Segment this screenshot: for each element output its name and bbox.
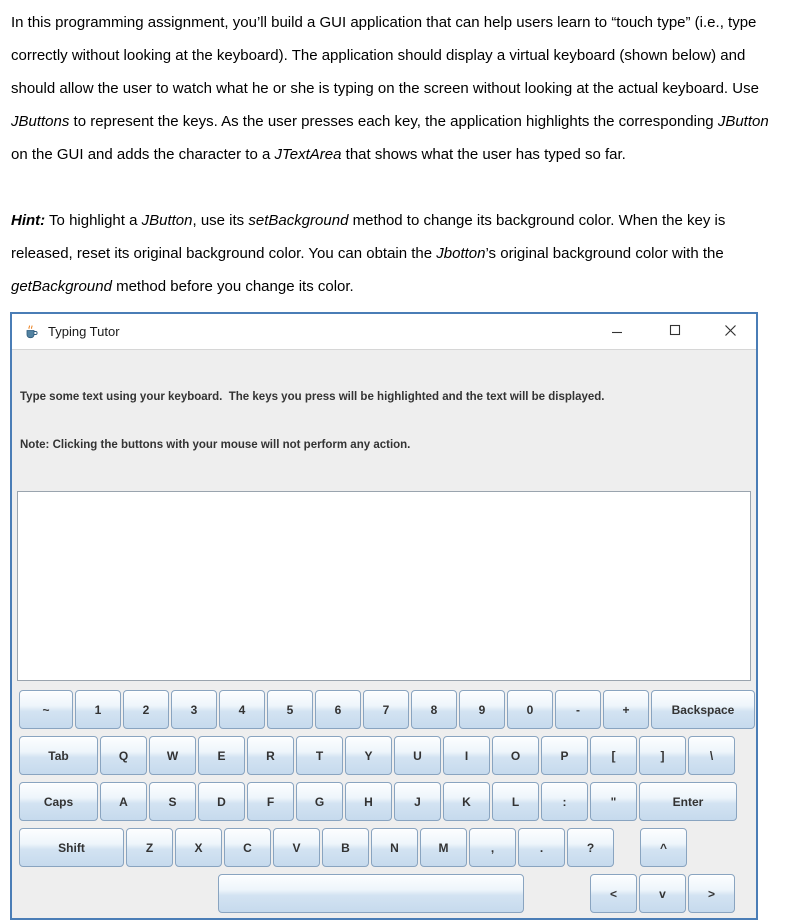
key-backspace[interactable]: Backspace (651, 690, 755, 729)
text-segment: method to change its background color. When the key is released, reset its original background color. You can obtain the (11, 212, 726, 262)
key-y[interactable]: Y (345, 736, 392, 775)
text-segment: , use its (192, 212, 249, 229)
text-segment: method before you change its color. (111, 278, 354, 295)
text-segment: JButtons (11, 113, 70, 130)
key-e[interactable]: E (198, 736, 245, 775)
key-2[interactable]: 2 (123, 690, 169, 729)
text-segment: In this programming assignment, you’ll build a GUI application that can help users learn to “touch type” (i.e., type correctly without looking at the keyboard). The application should display a virtual keyboard (shown below) and should allow the user to watch what he or she is typing on the screen without looking at the actual keyboard. Use (11, 14, 759, 97)
key-arrow-up[interactable]: ^ (640, 828, 687, 867)
keyboard-row (19, 690, 756, 729)
text-segment: setBackground (248, 212, 349, 229)
key-8[interactable]: 8 (411, 690, 457, 729)
key-s[interactable]: S (149, 782, 196, 821)
key-colon[interactable]: : (541, 782, 588, 821)
keyboard-row (19, 736, 756, 775)
maximize-button[interactable] (646, 314, 704, 350)
key-v[interactable]: V (273, 828, 320, 867)
text-segment: JButton (141, 212, 193, 229)
close-icon (724, 324, 737, 340)
key-t[interactable]: T (296, 736, 343, 775)
window-title: Typing Tutor (48, 324, 120, 339)
text-segment: JButton (717, 113, 769, 130)
minimize-button[interactable] (588, 314, 646, 350)
key-9[interactable]: 9 (459, 690, 505, 729)
text-segment: to represent the keys. As the user presses each key, the application highlights the corresponding (69, 113, 718, 130)
text-segment: that shows what the user has typed so far. (341, 146, 626, 163)
keyboard-row (19, 828, 756, 867)
key-caps[interactable]: Caps (19, 782, 98, 821)
titlebar (12, 314, 756, 350)
key-j[interactable]: J (394, 782, 441, 821)
key-c[interactable]: C (224, 828, 271, 867)
minimize-icon (611, 324, 623, 339)
key-3[interactable]: 3 (171, 690, 217, 729)
key-arrow-right[interactable]: > (688, 874, 735, 913)
key-i[interactable]: I (443, 736, 490, 775)
key-7[interactable]: 7 (363, 690, 409, 729)
text-segment: ’s original background color with the (485, 245, 724, 262)
key-4[interactable]: 4 (219, 690, 265, 729)
key-o[interactable]: O (492, 736, 539, 775)
key-arrow-down[interactable]: v (639, 874, 686, 913)
text-segment: To highlight a (45, 212, 142, 229)
key-comma[interactable]: , (469, 828, 516, 867)
assignment-text (0, 0, 785, 303)
key-backslash[interactable]: \ (688, 736, 735, 775)
text-segment: Hint: (11, 212, 46, 229)
keyboard-row (19, 782, 756, 821)
key-p[interactable]: P (541, 736, 588, 775)
key-m[interactable]: M (420, 828, 467, 867)
key-plus[interactable]: + (603, 690, 649, 729)
key-q[interactable]: Q (100, 736, 147, 775)
key-minus[interactable]: - (555, 690, 601, 729)
key-5[interactable]: 5 (267, 690, 313, 729)
text-segment: on the GUI and adds the character to a (11, 146, 275, 163)
key-l[interactable]: L (492, 782, 539, 821)
typing-tutor-window (10, 312, 758, 920)
key-enter[interactable]: Enter (639, 782, 737, 821)
instructions-line2: Note: Clicking the buttons with your mouse will not perform any action. (20, 439, 411, 451)
key-arrow-left[interactable]: < (590, 874, 637, 913)
window-controls (588, 314, 756, 350)
key-1[interactable]: 1 (75, 690, 121, 729)
java-coffee-cup-icon (22, 323, 40, 341)
key-tilde[interactable]: ~ (19, 690, 73, 729)
instructions (12, 350, 756, 489)
key-x[interactable]: X (175, 828, 222, 867)
text-segment: Jbotton (436, 245, 486, 262)
instructions-line1: Type some text using your keyboard. The keys you press will be highlighted and the text will be displayed. (20, 391, 605, 403)
typed-text-area[interactable] (17, 491, 751, 681)
keyboard (12, 681, 756, 918)
key-f[interactable]: F (247, 782, 294, 821)
key-g[interactable]: G (296, 782, 343, 821)
key-h[interactable]: H (345, 782, 392, 821)
close-button[interactable] (704, 314, 756, 350)
key-z[interactable]: Z (126, 828, 173, 867)
text-segment: JTextArea (274, 146, 342, 163)
key-period[interactable]: . (518, 828, 565, 867)
key-d[interactable]: D (198, 782, 245, 821)
key-r[interactable]: R (247, 736, 294, 775)
key-0[interactable]: 0 (507, 690, 553, 729)
key-rbracket[interactable]: ] (639, 736, 686, 775)
key-lbracket[interactable]: [ (590, 736, 637, 775)
paragraph (11, 204, 773, 303)
key-b[interactable]: B (322, 828, 369, 867)
maximize-icon (669, 324, 681, 339)
key-k[interactable]: K (443, 782, 490, 821)
key-w[interactable]: W (149, 736, 196, 775)
text-segment: getBackground (11, 278, 112, 295)
key-u[interactable]: U (394, 736, 441, 775)
key-quote[interactable]: " (590, 782, 637, 821)
key-question[interactable]: ? (567, 828, 614, 867)
key-6[interactable]: 6 (315, 690, 361, 729)
key-n[interactable]: N (371, 828, 418, 867)
key-tab[interactable]: Tab (19, 736, 98, 775)
key-space[interactable] (218, 874, 524, 913)
key-shift[interactable]: Shift (19, 828, 124, 867)
paragraph (11, 6, 773, 171)
key-a[interactable]: A (100, 782, 147, 821)
keyboard-row (19, 874, 756, 913)
